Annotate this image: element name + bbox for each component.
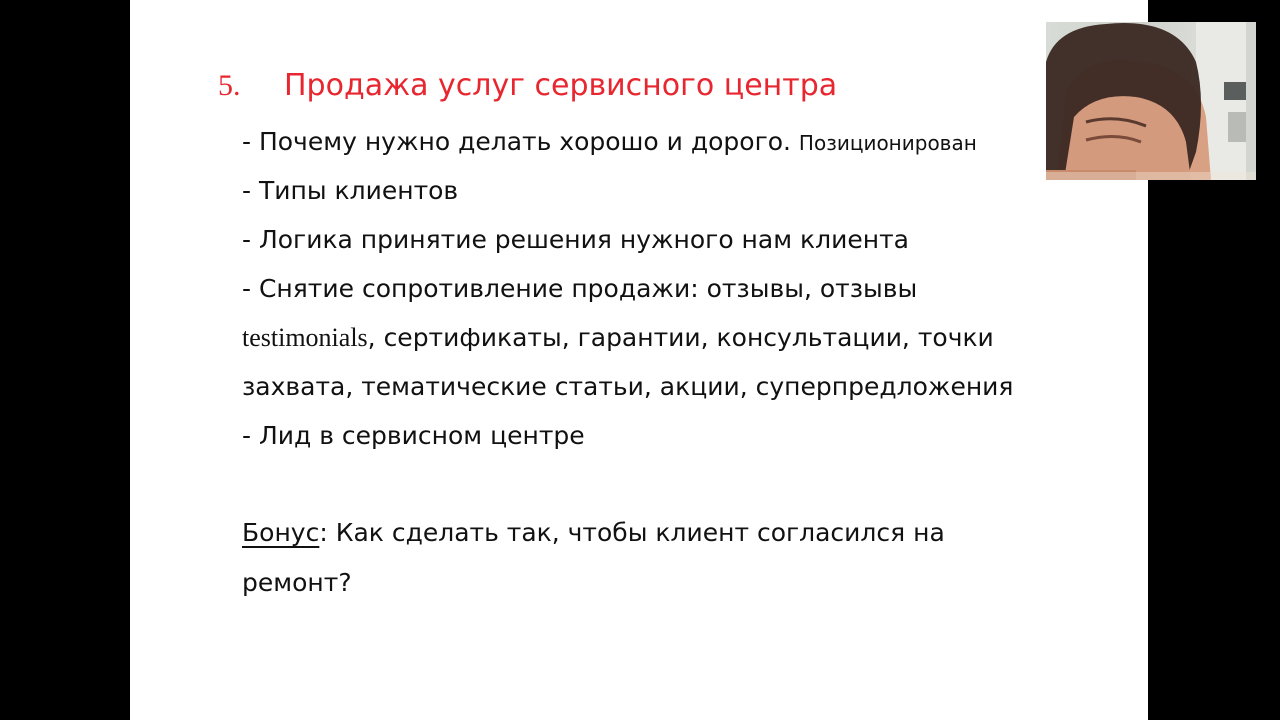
- bullet-line-4: [242, 273, 917, 305]
- presenter-face-icon: [1046, 22, 1256, 180]
- bullet-text-6: захвата, тематические статьи, акции, суперпредложения: [242, 372, 1014, 401]
- bonus-text: : Как сделать так, чтобы клиент согласился на: [319, 518, 945, 547]
- bullet-line-1: [242, 126, 977, 159]
- title-text: Продажа услуг сервисного центра: [284, 68, 838, 103]
- bullet-line-3: [242, 224, 909, 256]
- bonus-line: [242, 517, 945, 549]
- bonus-text-2: ремонт?: [242, 568, 352, 597]
- bullet-line-2: [242, 175, 458, 207]
- bullet-line-6: [242, 371, 1013, 403]
- slide-title: [218, 68, 837, 103]
- bullet-text-5: , сертификаты, гарантии, консультации, точки: [367, 323, 994, 352]
- bonus-label: Бонус: [242, 518, 320, 547]
- bullet-suffix-1: Позиционирован: [798, 131, 977, 155]
- bullet-text-1: - Почему нужно делать хорошо и дорого.: [242, 127, 791, 156]
- bullet-text-7: - Лид в сервисном центре: [242, 421, 585, 450]
- bullet-text-3: - Логика принятие решения нужного нам клиента: [242, 225, 909, 254]
- testimonials-word: testimonials: [242, 323, 368, 352]
- webcam-overlay: [1046, 22, 1256, 180]
- presentation-slide: [130, 0, 1148, 720]
- bullet-text-4: - Снятие сопротивление продажи: отзывы, отзывы: [242, 274, 918, 303]
- bonus-line-2: [242, 567, 352, 599]
- bullet-text-2: - Типы клиентов: [242, 176, 459, 205]
- title-number: 5.: [218, 69, 241, 102]
- bullet-line-7: [242, 420, 585, 452]
- bullet-line-5: [242, 322, 994, 354]
